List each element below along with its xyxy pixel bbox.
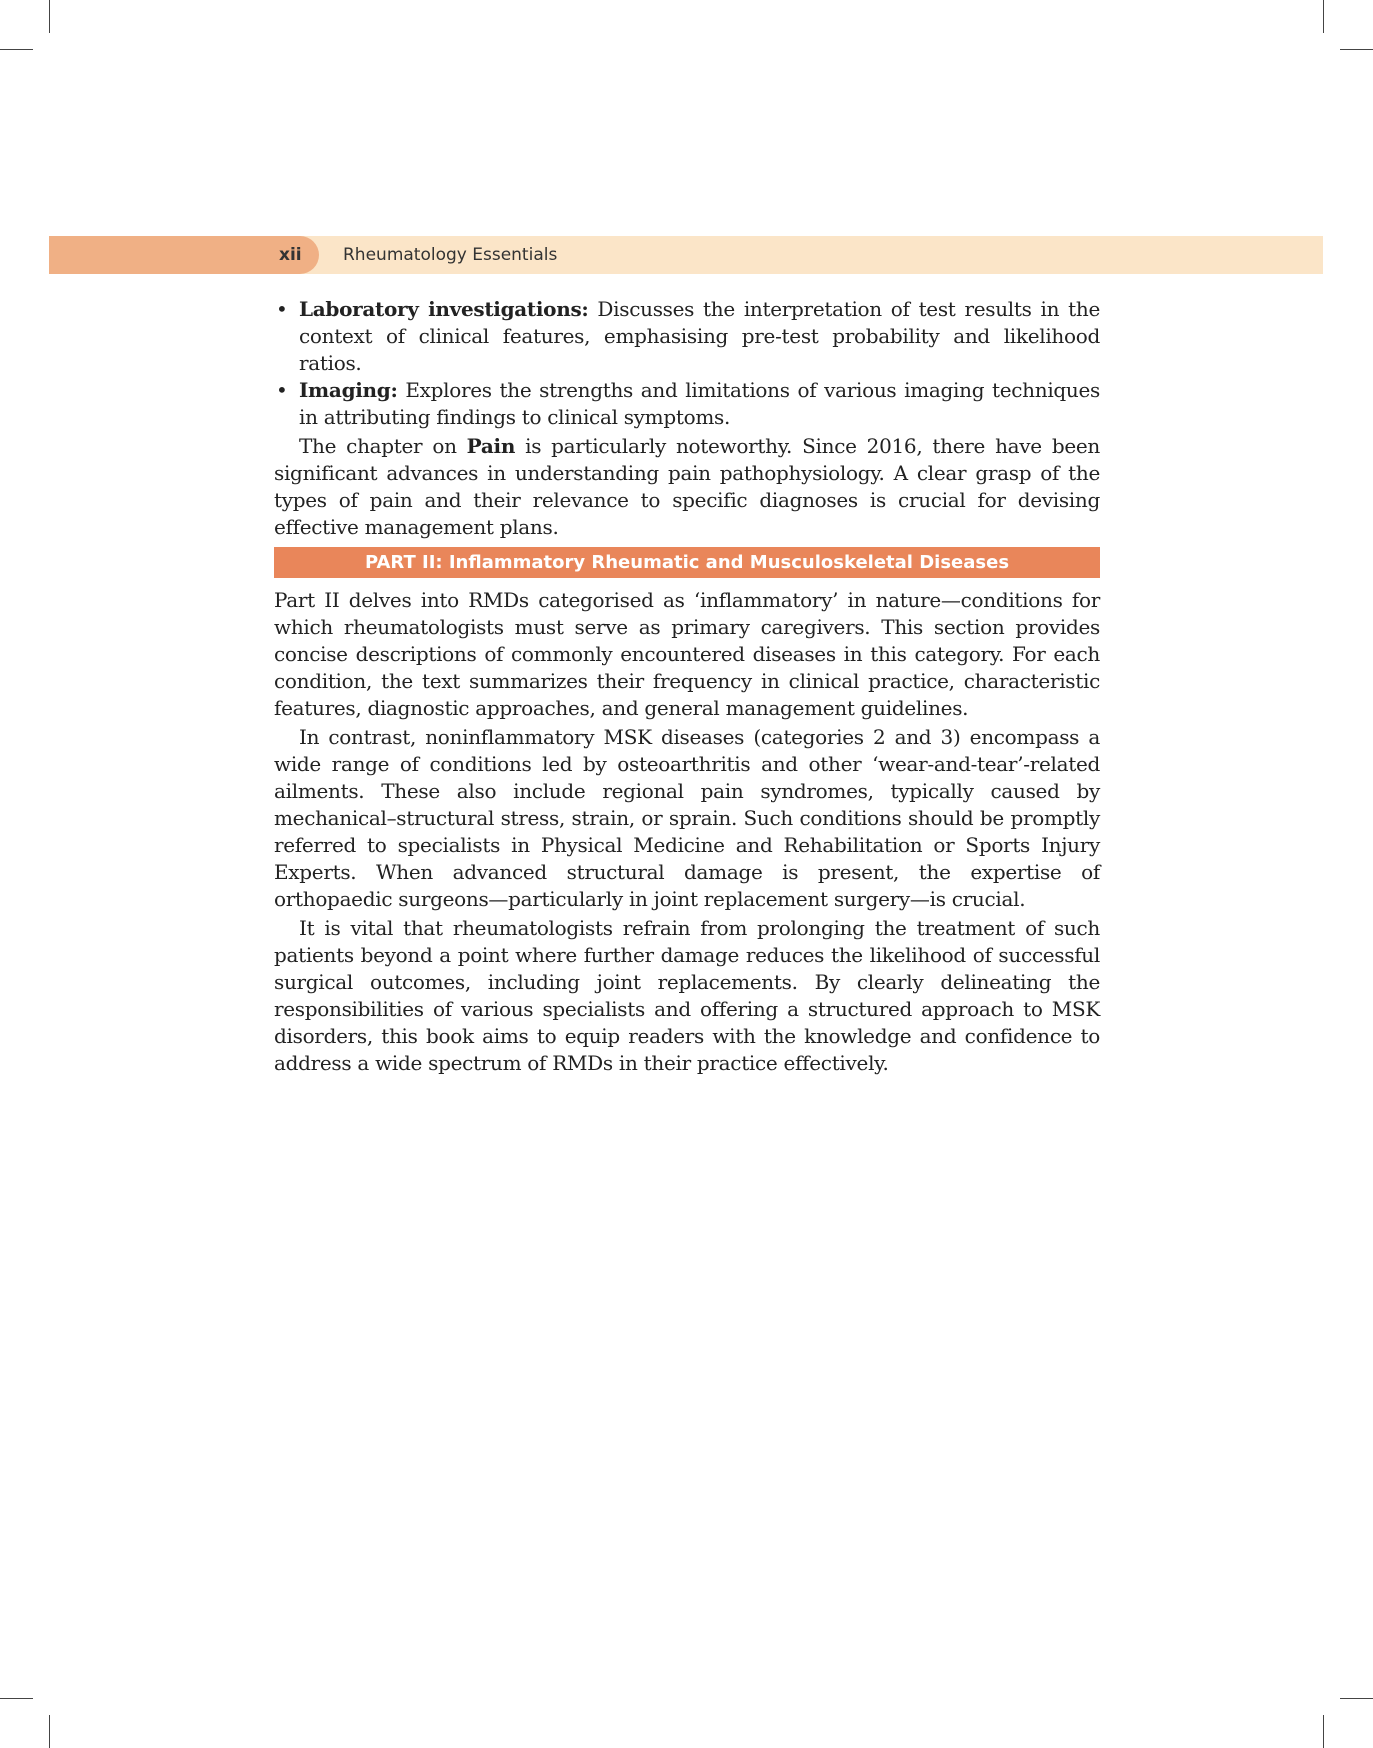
crop-mark [1323, 0, 1324, 33]
bullet-icon: • [276, 297, 288, 321]
book-title: Rheumatology Essentials [343, 245, 558, 265]
paragraph: It is vital that rheumatologists refrain from prolonging the treatment of such patients beyond a point where further damage reduces the likelihood of successful surgical outcomes, including joint replacements. By clearly delineating the responsibilities of various specialists and offering a structured approach to MSK disorders, this book aims to equip readers with the knowledge and confidence to address a wide spectrum of RMDs in their practice effectively. [274, 916, 1100, 1075]
pain-paragraph [274, 433, 1100, 541]
part-body [274, 587, 1100, 1077]
paragraph-text: is particularly noteworthy. Since 2016, there have been significant advances in understanding pain pathophysiology. A clear grasp of the types of pain and their relevance to specific diagnoses is crucial for devising effective management plans. [274, 434, 1100, 539]
crop-mark [49, 0, 50, 33]
crop-mark [1323, 1715, 1324, 1748]
page-number: xii [279, 245, 302, 265]
list-item [274, 296, 1100, 377]
paragraph: In contrast, noninflammatory MSK diseases (categories 2 and 3) encompass a wide range of conditions led by osteoarthritis and other ‘wear-and-tear’-related ailments. These also include regional pain syndromes, typically caused by mechanical–structural stress, strain, or sprain. Such conditions should be promptly referred to specialists in Physical Medicine and Rehabilitation or Sports Injury Experts. When advanced structural damage is present, the expertise of orthopaedic surgeons—particularly in joint replacement surgery—is crucial. [274, 725, 1100, 911]
crop-mark [0, 1698, 33, 1699]
paragraph: Part II delves into RMDs categorised as ‘inflammatory’ in nature—conditions for which rheumatologists must serve as primary caregivers. This section provides concise descriptions of commonly encountered diseases in this category. For each condition, the text summarizes their frequency in clinical practice, characteristic features, diagnostic approaches, and general management guidelines. [274, 588, 1100, 720]
bullet-term: Imaging: [299, 378, 398, 402]
crop-mark [49, 1715, 50, 1748]
bullet-icon: • [276, 378, 288, 402]
pain-term: Pain [466, 434, 516, 458]
bullet-text: Explores the strengths and limitations of various imaging techniques in attributing findings to clinical symptoms. [299, 378, 1100, 429]
bullet-list [274, 296, 1100, 431]
bullet-term: Laboratory investigations: [299, 297, 589, 321]
body-text [274, 296, 1100, 541]
list-item [274, 377, 1100, 431]
running-head [49, 236, 1323, 274]
part-heading: PART II: Inflammatory Rheumatic and Musculoskeletal Diseases [274, 547, 1100, 578]
bullet-text: Discusses the interpretation of test results in the context of clinical features, emphasising pre-test probability and likelihood ratios. [299, 297, 1100, 375]
crop-mark [0, 49, 33, 50]
crop-mark [1340, 1698, 1373, 1699]
crop-mark [1340, 49, 1373, 50]
paragraph-text: The chapter on [299, 434, 467, 458]
